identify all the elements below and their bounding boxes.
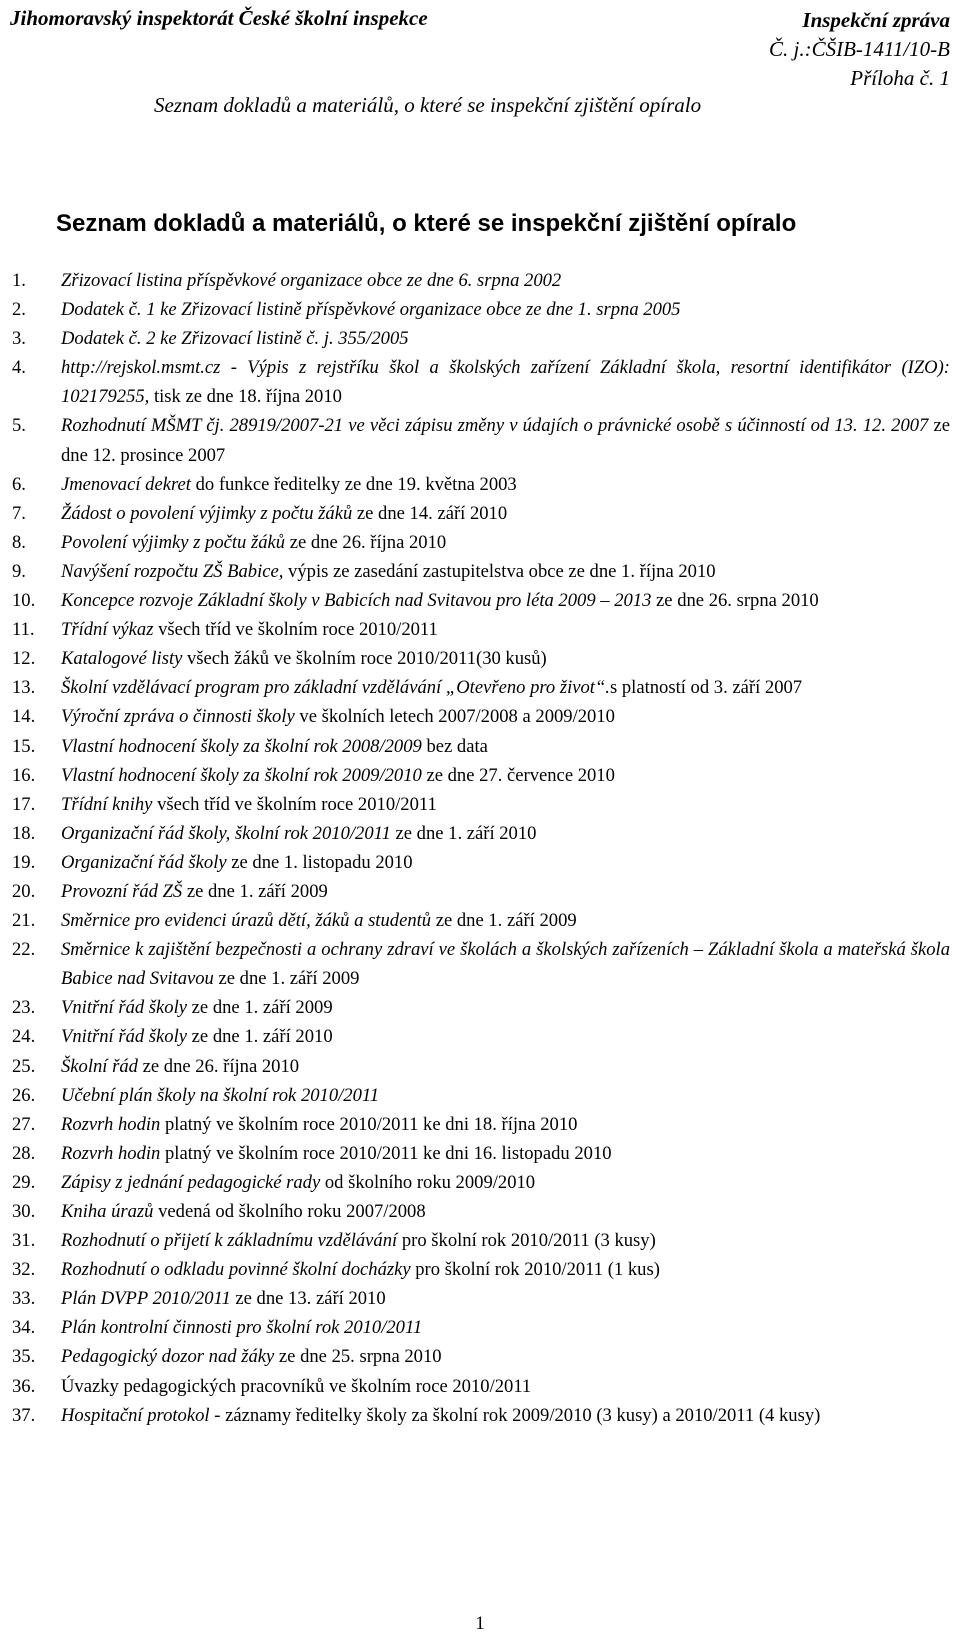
list-item xyxy=(0,324,960,353)
list-item xyxy=(0,1342,960,1371)
list-item xyxy=(0,1313,960,1342)
list-item-document-title: Směrnice k zajištění bezpečnosti a ochrany zdraví ve školách a školských zařízeních – Základní škola a mateřská škola Babice nad Svitavou xyxy=(61,939,950,990)
list-item-detail: ze dne 25. srpna 2010 xyxy=(274,1346,442,1368)
list-item-detail: ve školních letech 2007/2008 a 2009/2010 xyxy=(294,706,615,728)
list-item-number: 1. xyxy=(12,270,26,291)
list-item-document-title: Rozvrh hodin xyxy=(61,1142,161,1164)
list-item xyxy=(0,557,960,586)
list-item-document-title: Výroční zpráva o činnosti školy xyxy=(61,706,295,728)
list-item xyxy=(0,1139,960,1168)
list-item-document-title: Rozvrh hodin xyxy=(61,1113,161,1135)
list-item-detail: všech žáků ve školním roce 2010/2011(30 kusů) xyxy=(182,648,547,670)
list-item-number: 15. xyxy=(12,735,36,757)
list-item xyxy=(0,1372,960,1401)
list-item-number: 33. xyxy=(12,1288,36,1310)
list-item-number: 11. xyxy=(12,619,35,641)
list-item-number: 10. xyxy=(12,590,36,612)
list-item-document-title: Žádost o povolení výjimky z počtu žáků xyxy=(61,502,353,524)
list-item-document-title: Rozhodnutí o přijetí k základnímu vzdělávání xyxy=(61,1230,398,1252)
list-item-number: 30. xyxy=(12,1201,36,1222)
list-item xyxy=(0,993,960,1022)
list-item-detail: ze dne 26. října 2010 xyxy=(137,1055,300,1077)
list-item xyxy=(0,1401,960,1430)
list-item-document-title: Provozní řád ZŠ xyxy=(61,880,183,902)
list-item xyxy=(0,586,960,615)
list-item-number: 35. xyxy=(12,1346,36,1368)
list-item-number: 19. xyxy=(12,851,36,873)
list-item-detail: ze dne 27. července 2010 xyxy=(421,764,615,786)
list-item-document-title: http://rejskol.msmt.cz - Výpis z rejstříku škol a školských zařízení Základní škola, resortní identifikátor (IZO): 102179255, xyxy=(61,357,950,408)
list-item xyxy=(0,470,960,499)
list-item-number: 31. xyxy=(12,1230,36,1252)
list-item-document-title: Koncepce rozvoje Základní školy v Babicích nad Svitavou pro léta 2009 – 2013 xyxy=(61,590,652,612)
list-item-number: 14. xyxy=(12,706,36,728)
list-item xyxy=(0,1110,960,1139)
page-number: 1 xyxy=(475,1613,485,1634)
list-item-document-title: Vnitřní řád školy xyxy=(61,997,188,1019)
list-item-number: 37. xyxy=(12,1404,36,1426)
header-organization: Jihomoravský inspektorát České školní inspekce xyxy=(10,6,428,30)
list-item-number: 23. xyxy=(12,997,36,1019)
list-item xyxy=(0,673,960,702)
page-header xyxy=(10,6,950,122)
list-item xyxy=(0,644,960,673)
header-doc-type: Inspekční zpráva xyxy=(802,8,950,32)
list-item-detail: ze dne 1. září 2009 xyxy=(431,910,577,932)
list-item-detail: pro školní rok 2010/2011 (1 kus) xyxy=(410,1259,660,1281)
list-item-detail: ze dne 1. září 2010 xyxy=(187,1026,333,1048)
list-item-detail: vedená od školního roku 2007/2008 xyxy=(153,1201,426,1222)
list-item xyxy=(0,761,960,790)
list-item-detail: ze dne 1. září 2010 xyxy=(390,822,537,844)
list-item-document-title: Zřizovací listina příspěvkové organizace obce ze dne 6. srpna 2002 xyxy=(61,270,562,291)
list-item-number: 18. xyxy=(12,822,36,844)
list-item-document-title: Povolení výjimky z počtu žáků xyxy=(61,531,286,553)
list-item-detail: Úvazky pedagogických pracovníků ve školním roce 2010/2011 xyxy=(61,1375,532,1397)
list-item-number: 2. xyxy=(12,299,26,321)
list-item-document-title: Katalogové listy xyxy=(61,648,183,670)
list-item-number: 8. xyxy=(12,531,26,553)
list-item-document-title: Školní vzdělávací program pro základní vzdělávání „Otevřeno pro život“. xyxy=(61,677,610,699)
document-list xyxy=(0,266,960,1430)
list-item-detail: ze dne 1. září 2009 xyxy=(213,968,360,990)
list-item-document-title: Navýšení rozpočtu ZŠ Babice, xyxy=(61,560,284,582)
list-item xyxy=(0,819,960,848)
list-item-detail: ze dne 14. září 2010 xyxy=(352,502,508,524)
list-item xyxy=(0,790,960,819)
list-item-number: 5. xyxy=(12,415,26,437)
list-item-detail: bez data xyxy=(421,735,488,757)
list-item-document-title: Vlastní hodnocení školy za školní rok 2008/2009 xyxy=(61,735,422,757)
list-item-detail: ze dne 1. září 2009 xyxy=(187,997,333,1019)
list-item xyxy=(0,906,960,935)
list-item-document-title: Vlastní hodnocení školy za školní rok 2009/2010 xyxy=(61,764,422,786)
list-item-detail: platný ve školním roce 2010/2011 ke dni 16. listopadu 2010 xyxy=(160,1142,612,1164)
list-item-number: 27. xyxy=(12,1113,36,1135)
document-title: Seznam dokladů a materiálů, o které se inspekční zjištění opíralo xyxy=(56,210,797,237)
list-item-detail: ze dne 1. listopadu 2010 xyxy=(226,851,413,873)
list-item-number: 9. xyxy=(12,560,26,582)
list-item xyxy=(0,702,960,731)
list-item xyxy=(0,1255,960,1284)
list-item xyxy=(0,411,960,469)
list-item-number: 26. xyxy=(12,1084,36,1106)
list-item-detail: platný ve školním roce 2010/2011 ke dni 18. října 2010 xyxy=(160,1113,578,1135)
list-item-document-title: Třídní knihy xyxy=(61,793,153,815)
list-item-number: 13. xyxy=(12,677,36,699)
list-item-document-title: Organizační řád školy, školní rok 2010/2011 xyxy=(61,822,391,844)
list-item-document-title: Plán kontrolní činnosti pro školní rok 2010/2011 xyxy=(61,1317,423,1339)
list-item xyxy=(0,353,960,411)
header-attachment: Příloha č. 1 xyxy=(850,66,950,90)
header-subtitle: Seznam dokladů a materiálů, o které se inspekční zjištění opíralo xyxy=(154,93,702,117)
list-item-detail: ze dne 26. října 2010 xyxy=(285,531,447,553)
list-item-detail: ze dne 1. září 2009 xyxy=(182,880,328,902)
list-item-number: 12. xyxy=(12,648,36,670)
list-item-number: 29. xyxy=(12,1171,36,1193)
list-item-number: 24. xyxy=(12,1026,36,1048)
list-item-document-title: Dodatek č. 1 ke Zřizovací listině příspěvkové organizace obce ze dne 1. srpna 2005 xyxy=(61,299,681,321)
list-item-detail: pro školní rok 2010/2011 (3 kusy) xyxy=(397,1230,656,1252)
list-item xyxy=(0,528,960,557)
list-item-document-title: Směrnice pro evidenci úrazů dětí, žáků a studentů xyxy=(61,910,432,932)
list-item-detail: do funkce ředitelky ze dne 19. května 2003 xyxy=(190,473,517,495)
list-item xyxy=(0,1081,960,1110)
list-item-number: 34. xyxy=(12,1317,36,1339)
header-reference: Č. j.:ČŠIB-1411/10-B xyxy=(768,37,950,61)
list-item-document-title: Třídní výkaz xyxy=(61,619,154,641)
list-item xyxy=(0,732,960,761)
list-item-detail: s platností od 3. září 2007 xyxy=(609,677,803,699)
list-item-number: 36. xyxy=(12,1375,36,1397)
list-item-number: 21. xyxy=(12,910,36,932)
list-item-detail: ze dne 26. srpna 2010 xyxy=(651,590,819,612)
list-item xyxy=(0,1284,960,1313)
list-item xyxy=(0,266,960,295)
list-item xyxy=(0,615,960,644)
list-item-number: 16. xyxy=(12,764,36,786)
list-item-number: 7. xyxy=(12,502,26,524)
list-item xyxy=(0,499,960,528)
list-item-number: 22. xyxy=(12,939,36,961)
list-item-document-title: Rozhodnutí o odkladu povinné školní docházky xyxy=(61,1259,411,1281)
list-item-number: 32. xyxy=(12,1259,36,1281)
list-item-document-title: Plán DVPP 2010/2011 xyxy=(61,1288,231,1310)
list-item xyxy=(0,1022,960,1051)
list-item-number: 3. xyxy=(12,328,26,350)
list-item-detail: všech tříd ve školním roce 2010/2011 xyxy=(152,793,437,815)
list-item-detail: tisk ze dne 18. října 2010 xyxy=(149,386,342,408)
list-item-document-title: Vnitřní řád školy xyxy=(61,1026,188,1048)
list-item-document-title: Pedagogický dozor nad žáky xyxy=(61,1346,275,1368)
list-item xyxy=(0,1226,960,1255)
list-item-document-title: Hospitační protokol xyxy=(61,1404,210,1426)
list-item xyxy=(0,1197,960,1226)
list-item-number: 20. xyxy=(12,880,36,902)
list-item-document-title: Dodatek č. 2 ke Zřizovací listině č. j. 355/2005 xyxy=(61,328,409,350)
list-item-document-title: Kniha úrazů xyxy=(61,1201,154,1222)
list-item-number: 28. xyxy=(12,1142,36,1164)
list-item-document-title: Učební plán školy na školní rok 2010/2011 xyxy=(61,1084,380,1106)
list-item-number: 6. xyxy=(12,473,26,495)
list-item-number: 17. xyxy=(12,793,36,815)
list-item-document-title: Zápisy z jednání pedagogické rady xyxy=(61,1171,321,1193)
list-item xyxy=(0,848,960,877)
list-item xyxy=(0,935,960,993)
list-item-number: 25. xyxy=(12,1055,36,1077)
list-item-detail: - záznamy ředitelky školy za školní rok 2009/2010 (3 kusy) a 2010/2011 (4 kusy) xyxy=(209,1404,821,1426)
list-item-detail: všech tříd ve školním roce 2010/2011 xyxy=(153,619,438,641)
list-item-detail: výpis ze zasedání zastupitelstva obce ze dne 1. října 2010 xyxy=(283,560,716,582)
list-item-detail: ze dne 12. prosince 2007 xyxy=(61,415,950,466)
list-item-document-title: Jmenovací dekret xyxy=(61,473,191,495)
list-item xyxy=(0,295,960,324)
header-right xyxy=(769,6,950,93)
list-item-document-title: Rozhodnutí MŠMT čj. 28919/2007-21 ve věci zápisu změny v údajích o právnické osobě s účinností od 13. 12. 2007 xyxy=(61,415,929,437)
list-item-detail: od školního roku 2009/2010 xyxy=(320,1171,536,1193)
list-item-number: 4. xyxy=(12,357,26,379)
list-item-document-title: Organizační řád školy xyxy=(61,851,227,873)
list-item-detail: ze dne 13. září 2010 xyxy=(230,1288,386,1310)
list-item xyxy=(0,1052,960,1081)
list-item-document-title: Školní řád xyxy=(61,1055,138,1077)
list-item xyxy=(0,1168,960,1197)
list-item xyxy=(0,877,960,906)
